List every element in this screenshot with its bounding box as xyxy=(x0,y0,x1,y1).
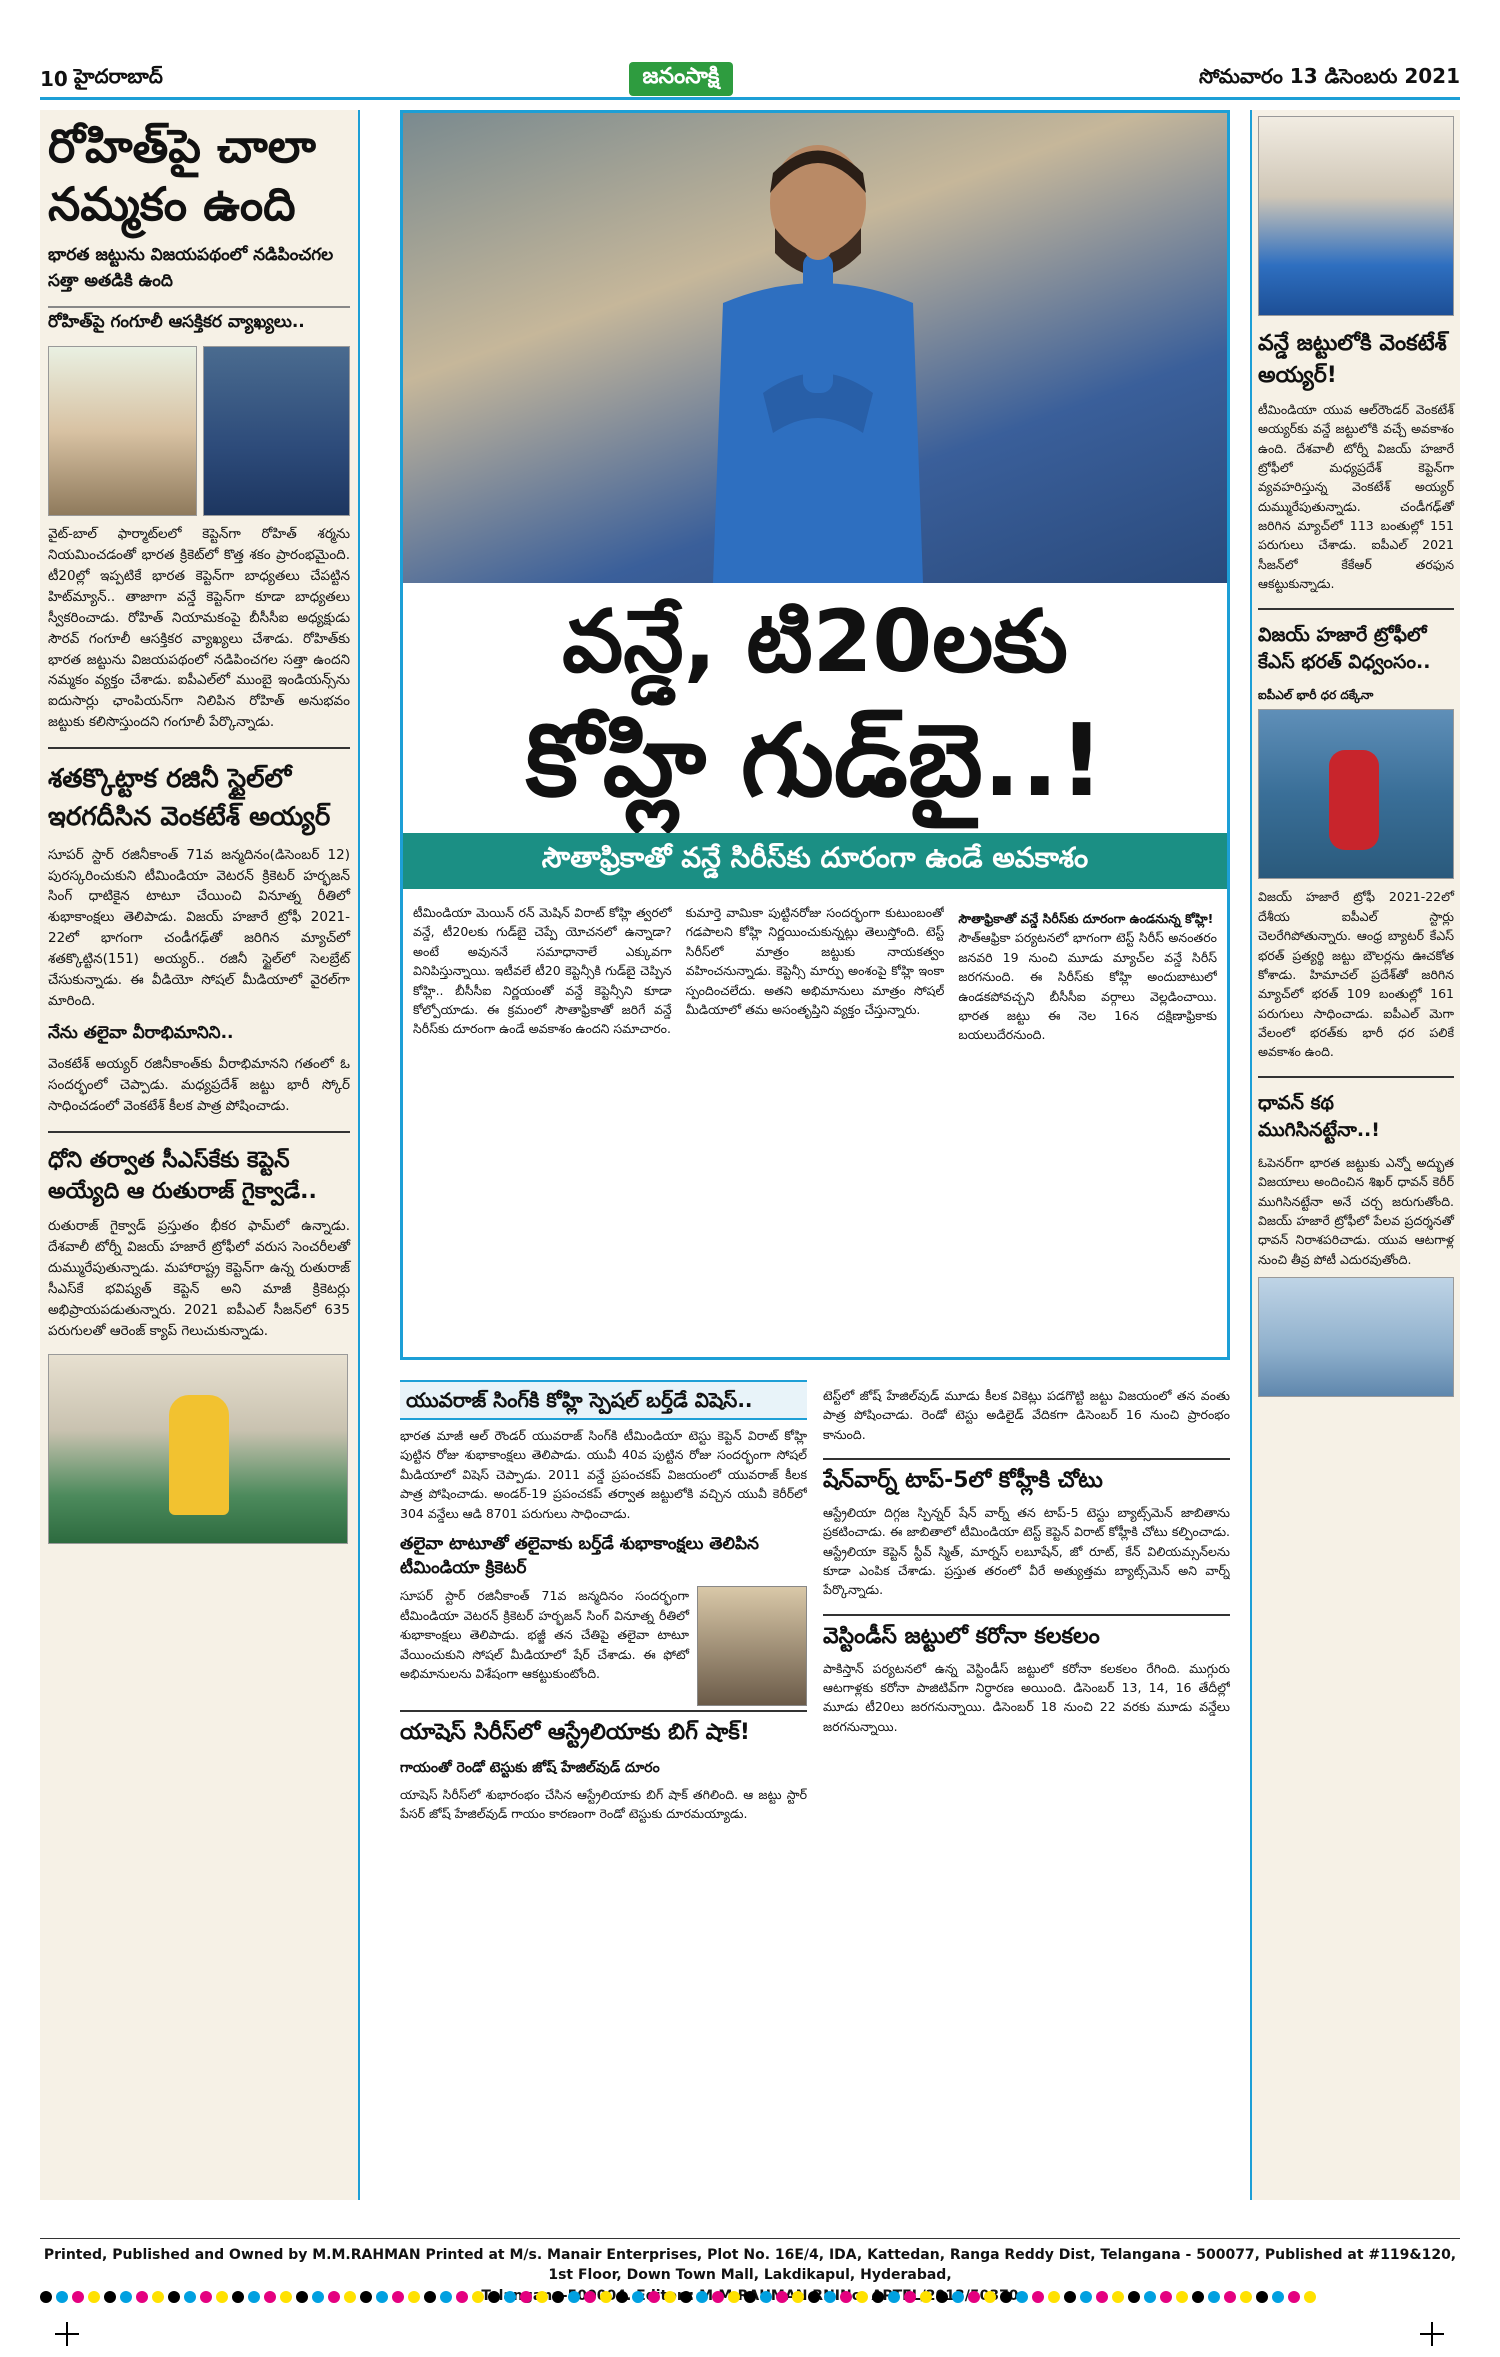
registration-dot xyxy=(1272,2291,1284,2303)
issue-date: సోమవారం 13 డిసెంబరు 2021 xyxy=(1198,64,1460,88)
registration-dot xyxy=(312,2291,324,2303)
registration-dot xyxy=(1016,2291,1028,2303)
harbhajan-photo xyxy=(697,1586,807,1706)
registration-dot xyxy=(1224,2291,1236,2303)
venkatesh-rajini-story: సూపర్‌ స్టార్‌ రజినీకాంత్‌ 71వ జన్మదినం(డిసెంబర్‌ 12) పురస్కరించుకుని టీమిండియా వెటరన్‌ క్రికెటర్‌ హర్భజన్‌ సింగ్‌ ధాటికైన టాటూ చేయించి వినూత్న రీతిలో శుభాకాంక్షలు తెలిపాడు. విజయ్‌ హజారే ట్రోఫీ 2021-22లో భాగంగా చండీగఢ్‌తో జరిగిన మ్యాచ్‌లో శతక్కొట్టిన(151) అయ్యర్‌.. రజినీ స్టైల్‌లో సెలబ్రేట్‌ చేసుకున్నాడు. ఈ వీడియో సోషల్‌ మీడియాలో వైరల్‌గా మారింది. xyxy=(48,846,350,1010)
ruturaj-photo xyxy=(48,1354,348,1544)
registration-dot xyxy=(712,2291,724,2303)
registration-dot xyxy=(344,2291,356,2303)
ashes-headline: యాషెస్‌ సిరీస్‌లో ఆస్ట్రేలియాకు బిగ్‌ షాక్‌! xyxy=(400,1710,807,1749)
registration-dot xyxy=(984,2291,996,2303)
rohit-subhead: భారత జట్టును విజయపథంలో నడిపించగల సత్తా అతడికి ఉంది xyxy=(48,245,334,291)
registration-dot xyxy=(1096,2291,1108,2303)
kohli-headline-line1: వన్డే, టి20లకు xyxy=(562,592,1068,692)
page-info xyxy=(40,64,163,93)
imprint-line1: Printed, Published and Owned by M.M.RAHMAN Printed at M/s. Manair Enterprises, Plot No. 16E/4, IDA, Kattedan, Ranga Reddy Dist, Telangana - 500077, Published at #119&120, 1st Floor, Down Town Mall, Lakdikapul, Hyderabad, xyxy=(43,2247,1457,2284)
registration-dot xyxy=(1144,2291,1156,2303)
registration-dot xyxy=(264,2291,276,2303)
registration-dot xyxy=(1192,2291,1204,2303)
registration-dot xyxy=(504,2291,516,2303)
right-column xyxy=(1250,110,1460,2200)
registration-dot xyxy=(1304,2291,1316,2303)
harbhajan-headline: తలైవా టాటూతో తలైవాకు బర్త్‌డే శుభాకాంక్షలు తెలిపిన టీమిండియా క్రికెటర్‌ xyxy=(400,1533,759,1578)
venkatesh-odi-story: టీమిండియా యువ ఆల్‌రౌండర్‌ వెంకటేశ్‌ అయ్యర్‌కు వన్డే జట్టులోకి వచ్చే అవకాశం ఉంది. దేశవాలీ టోర్నీ విజయ్‌ హజారే ట్రోఫీలో మధ్యప్రదేశ్‌ కెప్టెన్‌గా వ్యవహరిస్తున్న వెంకటేశ్‌ అయ్యర్‌ దుమ్మురేపుతున్నాడు. చండీగఢ్‌తో జరిగిన మ్యాచ్‌లో 113 బంతుల్లో 151 పరుగులు చేశాడు. ఐపీఎల్‌ 2021 సీజన్‌లో కేకేఆర్‌ తరఫున ఆకట్టుకున్నాడు. xyxy=(1258,401,1454,592)
kohli-photo xyxy=(403,113,1227,583)
middle-column xyxy=(400,110,1230,2200)
registration-dot xyxy=(72,2291,84,2303)
registration-dot xyxy=(520,2291,532,2303)
kohli-figure xyxy=(703,133,933,583)
registration-dot xyxy=(104,2291,116,2303)
windies-headline: వెస్టిండీస్‌ జట్టులో కరోనా కలకలం xyxy=(823,1614,1230,1653)
bharat-kicker: ఐపీఎల్‌ భారీ ధర దక్కేనా xyxy=(1258,687,1374,702)
yuvraj-headline: యువరాజ్‌ సింగ్‌కి కోహ్లి స్పెషల్‌ బర్త్‌డే విషెస్‌.. xyxy=(400,1380,807,1420)
lower-left-stories xyxy=(400,1380,807,2200)
registration-dot xyxy=(1032,2291,1044,2303)
ruturaj-headline: ధోని తర్వాత సీఎస్‌కేకు కెప్టెన్‌ అయ్యేది ఆ రుతురాజ్‌ గైక్వాడే.. xyxy=(48,1147,317,1205)
kohli-story-body xyxy=(413,903,1217,1353)
registration-dot xyxy=(856,2291,868,2303)
venkatesh-odi-headline: వన్డే జట్టులోకి వెంకటేశ్‌ అయ్యర్‌! xyxy=(1258,331,1447,388)
registration-dot xyxy=(1256,2291,1268,2303)
registration-dot xyxy=(232,2291,244,2303)
masthead xyxy=(40,60,1460,100)
registration-dot xyxy=(1128,2291,1140,2303)
color-registration-bar xyxy=(40,2290,1460,2304)
registration-dot xyxy=(968,2291,980,2303)
registration-dot xyxy=(456,2291,468,2303)
registration-dot xyxy=(1176,2291,1188,2303)
dhawan-story: ఓపెనర్‌గా భారత జట్టుకు ఎన్నో అద్భుత విజయాలు అందించిన శిఖర్‌ ధావన్‌ కెరీర్‌ ముగిసినట్టేనా అనే చర్చ జరుగుతోంది. విజయ్‌ హజారే ట్రోఫీలో పేలవ ప్రదర్శనతో ధావన్‌ నిరాశపరిచాడు. యువ ఆటగాళ్ల నుంచి తీవ్ర పోటీ ఎదురవుతోంది. xyxy=(1258,1154,1454,1267)
registration-dot xyxy=(200,2291,212,2303)
registration-dot xyxy=(1208,2291,1220,2303)
warne-story: ఆస్ట్రేలియా దిగ్గజ స్పిన్నర్‌ షేన్‌ వార్న్‌ తన టాప్‌-5 టెస్టు బ్యాట్స్‌మెన్‌ జాబితాను ప్రకటించాడు. ఈ జాబితాలో టీమిండియా టెస్ట్‌ కెప్టెన్‌ విరాట్‌ కోహ్లీకి చోటు కల్పించాడు. ఆస్ట్రేలియా కెప్టెన్‌ స్టీవ్‌ స్మిత్‌, మార్నస్‌ లబూషేన్‌, జో రూట్‌, కేన్‌ విలియమ్సన్‌లను కూడా ఎంపిక చేశాడు. ప్రస్తుత తరంలో వీరే అత్యుత్తమ బ్యాట్స్‌మెన్‌ అని వార్న్‌ పేర్కొన్నాడు. xyxy=(823,1504,1230,1598)
ashes-story: యాషెస్‌ సిరీస్‌లో శుభారంభం చేసిన ఆస్ట్రేలియాకు బిగ్‌ షాక్‌ తగిలింది. ఆ జట్టు స్టార్‌ పేసర్‌ జోష్‌ హేజిల్‌వుడ్‌ గాయం కారణంగా రెండో టెస్టుకు దూరమయ్యాడు. xyxy=(400,1786,807,1822)
ganguly-photo xyxy=(48,346,197,516)
registration-dot xyxy=(408,2291,420,2303)
rohit-kicker: రోహిత్‌పై గంగూలీ ఆసక్తికర వ్యాఖ్యలు.. xyxy=(48,306,350,336)
registration-dot xyxy=(584,2291,596,2303)
lower-stories xyxy=(400,1380,1230,2200)
venkatesh-rajini-headline: శతక్కొట్టాక రజినీ స్టైల్‌లో ఇరగదీసిన వెంకటేశ్‌ అయ్యర్‌ xyxy=(48,764,331,832)
registration-dot xyxy=(1112,2291,1124,2303)
registration-dot xyxy=(152,2291,164,2303)
harbhajan-story: సూపర్‌ స్టార్‌ రజినీకాంత్‌ 71వ జన్మదినం సందర్భంగా టీమిండియా వెటరన్‌ క్రికెటర్‌ హర్భజన్‌ సింగ్‌ వినూత్న రీతిలో శుభాకాంక్షలు తెలిపాడు. భజ్జీ తన చేతిపై తలైవా టాటూ వేయించుకుని సోషల్‌ మీడియాలో షేర్‌ చేశాడు. ఈ ఫోటో అభిమానులను విశేషంగా ఆకట్టుకుంటోంది. xyxy=(400,1588,689,1681)
registration-dot xyxy=(440,2291,452,2303)
registration-dot xyxy=(952,2291,964,2303)
kohli-story-col2: కుమార్తె వామికా పుట్టినరోజు సందర్భంగా కుటుంబంతో గడపాలని కోహ్లి నిర్ణయించుకున్నట్లు తెలుస్తోంది. టెస్ట్‌ సిరీస్‌లో మాత్రం జట్టుకు నాయకత్వం వహించనున్నాడు. కెప్టెన్సీ మార్పు అంశంపై కోహ్లి ఇంకా స్పందించలేదు. అతని అభిమానులు మాత్రం సోషల్‌ మీడియాలో తమ అసంతృప్తిని వ్యక్తం చేస్తున్నారు. xyxy=(685,905,945,1017)
registration-dot xyxy=(920,2291,932,2303)
registration-dot xyxy=(360,2291,372,2303)
registration-dot xyxy=(808,2291,820,2303)
kohli-story-col3 xyxy=(958,903,1217,1353)
registration-dot xyxy=(168,2291,180,2303)
brand-logo: జనంసాక్షి xyxy=(629,62,734,96)
registration-dot xyxy=(904,2291,916,2303)
warne-headline: షేన్‌వార్న్‌ టాప్‌-5లో కోహ్లీకి చోటు xyxy=(823,1458,1230,1497)
left-column xyxy=(40,110,360,2200)
windies-story: పాకిస్తాన్‌ పర్యటనలో ఉన్న వెస్టిండీస్‌ జట్టులో కరోనా కలకలం రేగింది. ముగ్గురు ఆటగాళ్లకు కరోనా పాజిటివ్‌గా నిర్ధారణ అయింది. డిసెంబర్‌ 13, 14, 16 తేదీల్లో మూడు టీ20లు జరగనున్నాయి. డిసెంబర్‌ 18 నుంచి 22 వరకు మూడు వన్డేలు జరగనున్నాయి. xyxy=(823,1660,1230,1734)
registration-dot xyxy=(296,2291,308,2303)
bharat-story: విజయ్‌ హజారే ట్రోఫీ 2021-22లో దేశీయ ఐపీఎల్‌ స్టార్లు చెలరేగిపోతున్నారు. ఆంధ్ర బ్యాటర్‌ కేఎస్‌ భరత్‌ ప్రత్యర్థి జట్టు బౌలర్లను ఊచకోత కోశాడు. హిమాచల్‌ ప్రదేశ్‌తో జరిగిన మ్యాచ్‌లో భరత్‌ 109 బంతుల్లో 161 పరుగులు సాధించాడు. ఐపీఎల్‌ మెగా వేలంలో భరత్‌కు భారీ ధర పలికే అవకాశం ఉంది. xyxy=(1258,889,1454,1060)
registration-dot xyxy=(1288,2291,1300,2303)
registration-dot xyxy=(664,2291,676,2303)
rohit-story: వైట్‌-బాల్‌ ఫార్మాట్‌లలో కెప్టెన్‌గా రోహిత్‌ శర్మను నియమించడంతో భారత క్రికెట్‌లో కొత్త శకం ప్రారంభమైంది. టీ20ల్లో ఇప్పటికే భారత కెప్టెన్‌గా బాధ్యతలు చేపట్టిన హిట్‌మ్యాన్‌.. తాజాగా వన్డే కెప్టెన్‌గా కూడా బాధ్యతలు స్వీకరించాడు. రోహిత్‌ నియామకంపై బీసీసీఐ అధ్యక్షుడు సౌరవ్‌ గంగూలీ ఆసక్తికర వ్యాఖ్యలు చేశాడు. రోహిత్‌కు భారత జట్టును విజయపథంలో నడిపించగల సత్తా ఉందని నమ్మకం వ్యక్తం చేశాడు. ఐపీఎల్‌లో ముంబై ఇండియన్స్‌ను ఐదుసార్లు ఛాంపియన్‌గా నిలిపిన రోహిత్‌ అనుభవం జట్టుకు కలిసొస్తుందని గంగూలీ పేర్కొన్నాడు. xyxy=(48,526,350,731)
registration-dot xyxy=(744,2291,756,2303)
lower-right-stories xyxy=(823,1380,1230,2200)
registration-dot xyxy=(280,2291,292,2303)
registration-dot xyxy=(840,2291,852,2303)
registration-dot xyxy=(488,2291,500,2303)
registration-dot xyxy=(600,2291,612,2303)
crop-mark-icon xyxy=(1420,2322,1444,2346)
registration-dot xyxy=(88,2291,100,2303)
registration-dot xyxy=(728,2291,740,2303)
registration-dot xyxy=(376,2291,388,2303)
registration-dot xyxy=(616,2291,628,2303)
registration-dot xyxy=(1080,2291,1092,2303)
registration-dot xyxy=(760,2291,772,2303)
kohli-story-col3-text: సౌత్‌ఆఫ్రికా పర్యటనలో భాగంగా టెస్ట్‌ సిరీస్‌ అనంతరం జనవరి 19 నుంచి మూడు మ్యాచ్‌ల వన్డే సిరీస్‌ జరగనుంది. ఈ సిరీస్‌కు కోహ్లి అందుబాటులో ఉండకపోవచ్చని బీసీసీఐ వర్గాలు వెల్లడించాయి. భారత జట్టు ఈ నెల 16న దక్షిణాఫ్రికాకు బయలుదేరనుంది. xyxy=(958,930,1218,1043)
registration-dot xyxy=(872,2291,884,2303)
registration-dot xyxy=(424,2291,436,2303)
registration-dot xyxy=(936,2291,948,2303)
registration-dot xyxy=(824,2291,836,2303)
rohit-photo xyxy=(203,346,350,516)
edition-name: హైదరాబాద్ xyxy=(73,64,163,88)
registration-dot xyxy=(552,2291,564,2303)
registration-dot xyxy=(648,2291,660,2303)
registration-dot xyxy=(1240,2291,1252,2303)
registration-dot xyxy=(536,2291,548,2303)
crop-mark-icon xyxy=(55,2322,79,2346)
kohli-story-subhead: సౌతాఫ్రికాతో వన్డే సిరీస్‌కు దూరంగా ఉండనున్న కోహ్లి! xyxy=(958,911,1214,926)
ruturaj-story: రుతురాజ్‌ గైక్వాడ్‌ ప్రస్తుతం భీకర ఫామ్‌లో ఉన్నాడు. దేశవాలీ టోర్నీ విజయ్‌ హజారే ట్రోఫీలో వరుస సెంచరీలతో దుమ్మురేపుతున్నాడు. మహారాష్ట్ర కెప్టెన్‌గా ఉన్న రుతురాజ్‌ సీఎస్‌కే భవిష్యత్‌ కెప్టెన్‌ అని మాజీ క్రికెటర్లు అభిప్రాయపడుతున్నారు. 2021 ఐపీఎల్‌ సీజన్‌లో 635 పరుగులతో ఆరెంజ్‌ క్యాప్‌ గెలుచుకున్నాడు. xyxy=(48,1218,350,1339)
kohli-main-story xyxy=(400,110,1230,1360)
registration-dot xyxy=(888,2291,900,2303)
bharat-photo xyxy=(1258,709,1454,879)
registration-dot xyxy=(792,2291,804,2303)
venkatesh-rajini-story-cont: వెంకటేశ్‌ అయ్యర్‌ రజినీకాంత్‌కు వీరాభిమానని గతంలో ఓ సందర్భంలో చెప్పాడు. మధ్యప్రదేశ్‌ జట్టు భారీ స్కోర్‌ సాధించడంలో వెంకటేశ్‌ కీలక పాత్ర పోషించాడు. xyxy=(48,1055,350,1114)
divider xyxy=(48,747,350,749)
registration-dot xyxy=(136,2291,148,2303)
thalaiva-fan-subhead: నేను తలైవా వీరాభిమానిని.. xyxy=(48,1022,234,1043)
rohit-headline: రోహిత్‌పై చాలా నమ్మకం ఉంది xyxy=(48,119,316,231)
ashes-subhead: గాయంతో రెండో టెస్టుకు జోష్‌ హేజిల్‌వుడ్‌ దూరం xyxy=(400,1760,660,1777)
registration-dot xyxy=(1000,2291,1012,2303)
venkatesh-photo xyxy=(1258,116,1454,316)
registration-dot xyxy=(40,2291,52,2303)
ashes-story-cont: టెస్ట్‌లో జోష్‌ హేజిల్‌వుడ్‌ మూడు కీలక వికెట్లు పడగొట్టి జట్టు విజయంలో తన వంతు పాత్ర పోషించాడు. రెండో టెస్టు అడిలైడ్‌ వేదికగా డిసెంబర్‌ 16 నుంచి ప్రారంభం కానుంది. xyxy=(823,1388,1230,1442)
registration-dot xyxy=(184,2291,196,2303)
divider xyxy=(1258,608,1454,610)
registration-dot xyxy=(696,2291,708,2303)
dhawan-photo xyxy=(1258,1277,1454,1397)
kohli-headline-line2: కోహ్లి గుడ్‌బై..! xyxy=(525,702,1105,819)
registration-dot xyxy=(328,2291,340,2303)
registration-dot xyxy=(216,2291,228,2303)
registration-dot xyxy=(680,2291,692,2303)
registration-dot xyxy=(56,2291,68,2303)
yuvraj-story: భారత మాజీ ఆల్‌ రౌండర్‌ యువరాజ్‌ సింగ్‌కి టీమిండియా టెస్టు కెప్టెన్‌ విరాట్‌ కోహ్లి పుట్టిన రోజు శుభాకాంక్షలు తెలిపాడు. యువీ 40వ పుట్టిన రోజు సందర్భంగా సోషల్‌ మీడియాలో విషెస్‌ చెప్పాడు. 2011 వన్డే ప్రపంచకప్‌ విజయంలో యువరాజ్‌ కీలక పాత్ర పోషించాడు. అండర్‌-19 ప్రపంచకప్‌ తర్వాత జట్టులోకి వచ్చిన యువీ కెరీర్‌లో 304 వన్డేలు ఆడి 8701 పరుగులు సాధించాడు. xyxy=(400,1428,807,1521)
newspaper-page xyxy=(40,60,1460,2230)
registration-dot xyxy=(1048,2291,1060,2303)
registration-dot xyxy=(776,2291,788,2303)
bharat-headline: విజయ్‌ హజారే ట్రోఫీలో కేఎస్‌ భరత్‌ విధ్వంసం.. xyxy=(1258,623,1431,674)
registration-dot xyxy=(1064,2291,1076,2303)
registration-dot xyxy=(120,2291,132,2303)
kohli-deck: సౌతాఫ్రికాతో వన్డే సిరీస్‌కు దూరంగా ఉండే అవకాశం xyxy=(403,833,1227,889)
divider xyxy=(1258,1076,1454,1078)
divider xyxy=(48,1131,350,1133)
registration-dot xyxy=(568,2291,580,2303)
page-number: 10 xyxy=(40,66,68,91)
registration-dot xyxy=(392,2291,404,2303)
dhawan-headline: ధావన్‌ కథ ముగిసినట్టేనా..! xyxy=(1258,1091,1380,1142)
registration-dot xyxy=(632,2291,644,2303)
registration-dot xyxy=(1160,2291,1172,2303)
registration-dot xyxy=(248,2291,260,2303)
kohli-story-col1: టీమిండియా మెయిన్‌ రన్‌ మెషిన్‌ విరాట్‌ కోహ్లి త్వరలో వన్డే, టీ20లకు గుడ్‌బై చెప్పే యోచనలో ఉన్నాడా? అంటే అవుననే సమాధానాలే ఎక్కువగా వినిపిస్తున్నాయి. ఇటీవలే టీ20 కెప్టెన్సీకి గుడ్‌బై చెప్పిన కోహ్లి.. బీసీసీఐ నిర్ణయంతో వన్డే కెప్టెన్సీని కూడా కోల్పోయాడు. ఈ క్రమంలో సౌతాఫ్రికాతో జరిగే వన్డే సిరీస్‌కు దూరంగా ఉండే అవకాశం ఉందని సమాచారం. xyxy=(413,905,672,1037)
registration-dot xyxy=(472,2291,484,2303)
